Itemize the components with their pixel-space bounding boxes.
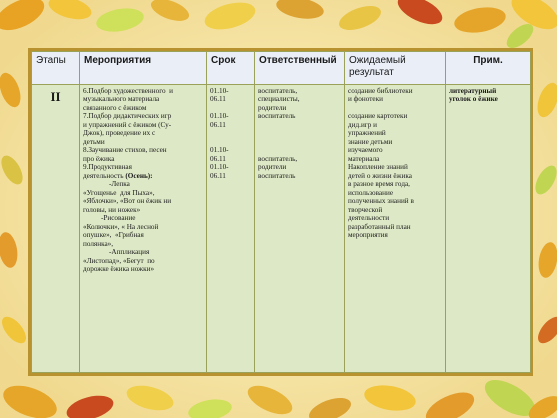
activity-line: связанного с ёжиком (83, 103, 147, 112)
responsible-line: воспитатель (258, 171, 296, 180)
term-line: 06.11 (210, 154, 226, 163)
activity-line: дорожке ёжика ножки» (83, 265, 155, 274)
activity-line: «Листопад», «Бегут по (83, 256, 155, 265)
responsible-line (258, 121, 341, 129)
responsible-line (258, 138, 341, 146)
term-line (210, 129, 251, 137)
activity-line (83, 172, 203, 180)
activity-line: 6.Подбор художественного и (83, 87, 173, 95)
term-line (210, 104, 251, 112)
result-line: использование (348, 188, 394, 197)
result-line: знание детьми (348, 137, 393, 146)
responsible-line: специалисты, (258, 95, 300, 104)
activity-text: деятельность (83, 171, 124, 180)
header-activities: Мероприятия (80, 52, 207, 85)
header-responsible: Ответственный (255, 52, 345, 85)
activity-line: -Аппликация (109, 248, 150, 257)
plan-table (31, 51, 531, 373)
note-line: литературный (449, 87, 497, 95)
activity-line: «Яблочки», «Вот он ёжик ни (83, 197, 172, 206)
term-line: 06.11 (210, 171, 226, 180)
activity-line: 9.Продуктивная (83, 163, 132, 172)
result-line: Накопление знаний (348, 163, 408, 172)
header-expected-result: Ожидаемый результат (345, 52, 446, 85)
term-line: 01.10- (210, 87, 229, 95)
activity-line: «Угощенье для Пыха», (83, 188, 155, 197)
plan-table-frame (28, 48, 533, 376)
responsible-line (258, 129, 341, 137)
result-line: деятельности (348, 214, 390, 223)
activity-season: (Осень): (125, 171, 153, 180)
result-line: создание библиотеки (348, 87, 413, 95)
header-term: Срок (207, 52, 255, 85)
responsible-line: воспитатель, (258, 87, 298, 95)
result-line: упражнений (348, 129, 386, 138)
activities-cell (80, 85, 207, 373)
header-stages: Этапы (32, 52, 80, 85)
activity-line: Джок), проведение их с (83, 129, 156, 138)
result-line: полученных знаний в (348, 197, 414, 206)
term-line: 06.11 (210, 120, 226, 129)
result-line: в разное время года, (348, 180, 410, 189)
activity-line: -Рисование (101, 214, 136, 223)
responsible-line: родители (258, 103, 287, 112)
responsible-line: воспитатель, (258, 154, 298, 163)
result-line (348, 104, 442, 112)
activity-line: головы, ни ножек» (83, 205, 141, 214)
stage-cell: II (32, 85, 80, 373)
term-line: 01.10- (210, 146, 229, 155)
table-row (32, 85, 531, 373)
responsible-line: воспитатель (258, 112, 296, 121)
note-line: уголок о ёжике (449, 95, 498, 104)
activity-line: опушке», «Грибная (83, 231, 144, 240)
table-header-row (32, 52, 531, 85)
term-line: 06.11 (210, 95, 226, 104)
result-line: создание картотеки (348, 112, 408, 121)
activity-line: музыкального материала (83, 95, 160, 104)
responsible-cell (255, 85, 345, 373)
activity-line: «Колючки», « На лесной (83, 222, 159, 231)
activity-line: про ёжика (83, 154, 115, 163)
result-line: мероприятия (348, 231, 388, 240)
result-line: дид.игр и (348, 120, 377, 129)
activity-line: и упражнений с ёжиком (Су- (83, 120, 172, 129)
result-line: разработанный план (348, 222, 411, 231)
result-line: материала (348, 154, 380, 163)
activity-line: полянка», (83, 239, 114, 248)
responsible-line (258, 146, 341, 154)
note-cell (446, 85, 531, 373)
activity-line: -Лепка (109, 180, 130, 189)
result-line: и фонотеки (348, 95, 383, 104)
result-line: творческой (348, 205, 383, 214)
results-cell (345, 85, 446, 373)
activity-line: детьми (83, 137, 105, 146)
result-line: детей о жизни ёжика (348, 171, 412, 180)
term-line: 01.10- (210, 163, 229, 172)
header-note: Прим. (446, 52, 531, 85)
term-cell (207, 85, 255, 373)
result-line: изучаемого (348, 146, 383, 155)
responsible-line: родители (258, 163, 287, 172)
term-line: 01.10- (210, 112, 229, 121)
activity-line: 8.Заучивание стихов, песен (83, 146, 167, 155)
term-line (210, 138, 251, 146)
activity-line: 7.Подбор дидактических игр (83, 112, 172, 121)
